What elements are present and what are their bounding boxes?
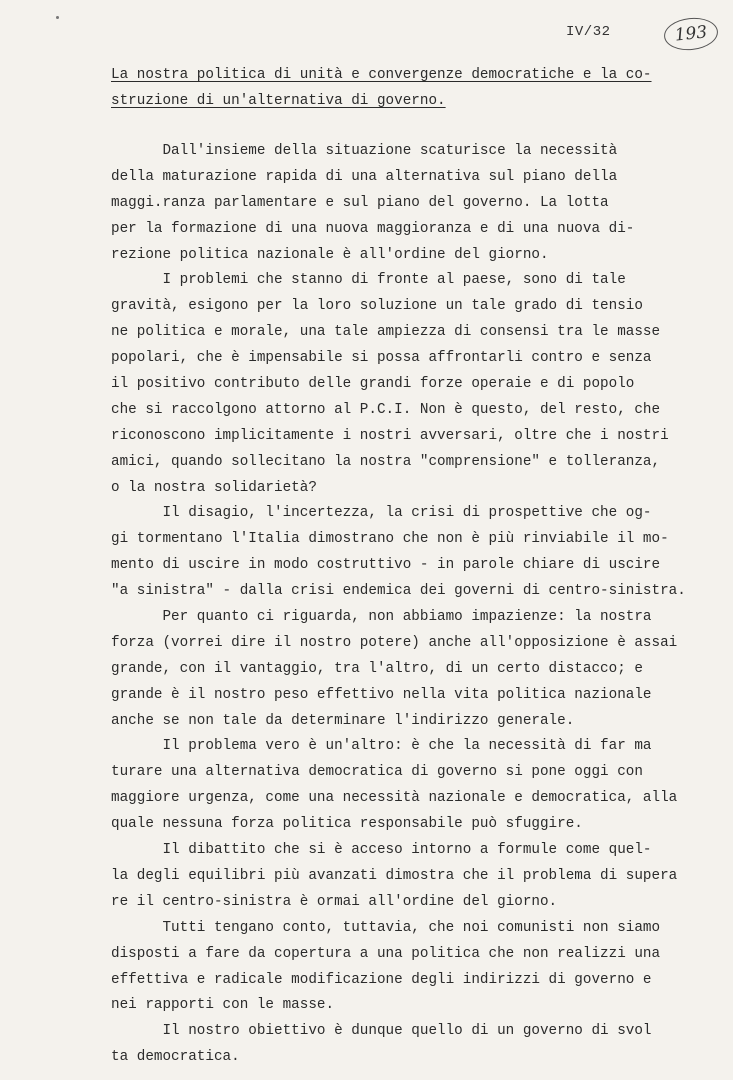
body-line: popolari, che è impensabile si possa affrontarli contro e senza: [111, 350, 652, 367]
paper-speck: [56, 16, 59, 19]
body-line: gi tormentano l'Italia dimostrano che non è più rinviabile il mo-: [111, 531, 669, 548]
body-line: turare una alternativa democratica di governo si pone oggi con: [111, 764, 643, 781]
body-line: maggiore urgenza, come una necessità nazionale e democratica, alla: [111, 790, 678, 807]
body-line: mento di uscire in modo costruttivo - in parole chiare di uscire: [111, 557, 661, 574]
body-text: [111, 139, 711, 1071]
body-line: Per quanto ci riguarda, non abbiamo impazienze: la nostra: [111, 609, 652, 626]
body-line: Tutti tengano conto, tuttavia, che noi comunisti non siamo: [111, 919, 661, 936]
body-line: riconoscono implicitamente i nostri avversari, oltre che i nostri: [111, 427, 669, 444]
body-line: I problemi che stanno di fronte al paese, sono di tale: [111, 272, 626, 289]
body-line: la degli equilibri più avanzati dimostra che il problema di supera: [111, 867, 678, 884]
body-line: Il disagio, l'incertezza, la crisi di prospettive che og-: [111, 505, 652, 522]
body-line: il positivo contributo delle grandi forze operaie e di popolo: [111, 376, 635, 393]
body-line: re il centro-sinistra è ormai all'ordine del giorno.: [111, 893, 558, 910]
body-line: rezione politica nazionale è all'ordine del giorno.: [111, 246, 549, 263]
body-line: Dall'insieme della situazione scaturisce la necessità: [111, 143, 618, 159]
body-line: ta democratica.: [111, 1049, 240, 1066]
body-line: amici, quando sollecitano la nostra "comprensione" e tolleranza,: [111, 453, 661, 470]
body-line: Il nostro obiettivo è dunque quello di un governo di svol: [111, 1023, 652, 1040]
body-line: gravità, esigono per la loro soluzione un tale grado di tensio: [111, 298, 643, 315]
archive-stamp-number: 193: [662, 15, 719, 52]
body-line: quale nessuna forza politica responsabile può sfuggire.: [111, 816, 583, 833]
body-line: grande, con il vantaggio, tra l'altro, di un certo distacco; e: [111, 660, 643, 677]
page-reference: IV/32: [566, 24, 611, 40]
body-line: per la formazione di una nuova maggioranza e di una nuova di-: [111, 220, 635, 237]
body-line: forza (vorrei dire il nostro potere) anche all'opposizione è assai: [111, 634, 678, 651]
body-line: Il dibattito che si è acceso intorno a formule come quel-: [111, 842, 652, 859]
body-line: grande è il nostro peso effettivo nella vita politica nazionale: [111, 686, 652, 703]
body-line: che si raccolgono attorno al P.C.I. Non è questo, del resto, che: [111, 401, 661, 418]
body-line: maggi.ranza parlamentare e sul piano del governo. La lotta: [111, 194, 609, 211]
body-line: effettiva e radicale modificazione degli indirizzi di governo e: [111, 971, 652, 988]
body-line: della maturazione rapida di una alternativa sul piano della: [111, 168, 618, 185]
body-line: ne politica e morale, una tale ampiezza di consensi tra le masse: [111, 324, 661, 341]
body-line: disposti a fare da copertura a una politica che non realizzi una: [111, 945, 661, 962]
body-line: nei rapporti con le masse.: [111, 997, 335, 1014]
section-heading: [111, 63, 671, 115]
body-line: o la nostra solidarietà?: [111, 479, 317, 496]
heading-line: La nostra politica di unità e convergenze democratiche e la co-: [111, 67, 652, 83]
body-line: "a sinistra" - dalla crisi endemica dei governi di centro-sinistra.: [111, 583, 686, 600]
body-line: anche se non tale da determinare l'indirizzo generale.: [111, 712, 575, 729]
heading-line: struzione di un'alternativa di governo.: [111, 92, 446, 109]
body-line: Il problema vero è un'altro: è che la necessità di far ma: [111, 738, 652, 755]
